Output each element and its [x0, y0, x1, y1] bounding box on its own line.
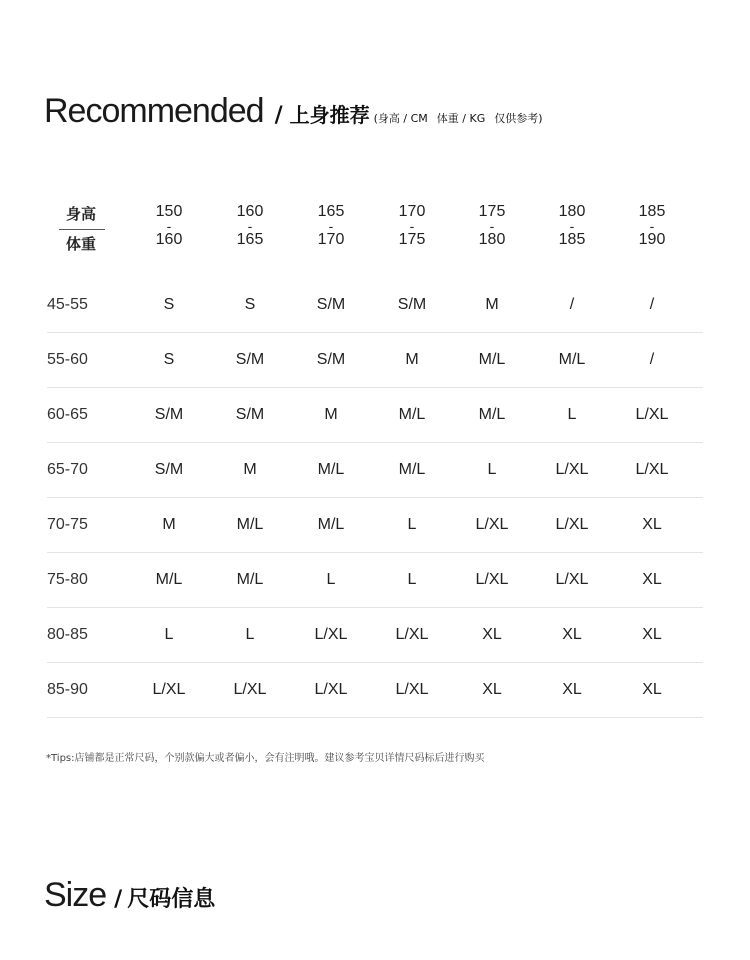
height-range-4	[457, 203, 527, 249]
height-dash: -	[247, 218, 253, 234]
size-cell: L	[164, 625, 174, 643]
height-to: 160	[155, 231, 183, 248]
table-header-row	[47, 200, 703, 274]
table-row	[47, 552, 703, 608]
title-note-close: )	[538, 112, 543, 125]
height-from: 150	[155, 203, 183, 220]
title-note-height: 身高 / CM	[377, 112, 428, 125]
height-from: 170	[398, 203, 426, 220]
size-title-separator: /	[114, 887, 123, 912]
size-cell: M/L	[398, 460, 426, 478]
size-cell: XL	[642, 680, 662, 698]
size-cell: L/XL	[314, 625, 348, 643]
weight-range-label: 60-65	[47, 405, 88, 423]
recommended-title	[44, 92, 543, 131]
size-cell: L/XL	[555, 570, 589, 588]
size-cell: M	[485, 295, 499, 313]
size-cell: L/XL	[635, 460, 669, 478]
size-cell: L/XL	[555, 515, 589, 533]
size-cell: /	[569, 295, 575, 313]
height-range-3	[377, 203, 447, 249]
size-cell: L	[407, 515, 417, 533]
size-cell: M	[243, 460, 257, 478]
height-to: 175	[398, 231, 426, 248]
size-cell: S/M	[235, 350, 265, 368]
size-cell: S/M	[154, 405, 184, 423]
height-range-5	[537, 203, 607, 249]
table-row	[47, 662, 703, 718]
size-cell: XL	[642, 515, 662, 533]
size-cell: XL	[482, 680, 502, 698]
size-cell: M	[405, 350, 419, 368]
height-dash: -	[489, 218, 495, 234]
height-range-1	[215, 203, 285, 249]
weight-range-label: 70-75	[47, 515, 88, 533]
size-cell: M	[162, 515, 176, 533]
size-cell: M/L	[317, 460, 345, 478]
height-dash: -	[409, 218, 415, 234]
size-cell: S/M	[316, 295, 346, 313]
title-note-weight: 体重 / KG	[436, 112, 486, 125]
size-cell: XL	[562, 680, 582, 698]
size-cell: XL	[482, 625, 502, 643]
size-cell: L	[326, 570, 336, 588]
size-recommendation-table	[47, 200, 703, 698]
size-cell: S/M	[154, 460, 184, 478]
size-cell: M/L	[558, 350, 586, 368]
size-cell: L	[407, 570, 417, 588]
weight-range-label: 85-90	[47, 680, 88, 698]
title-separator: /	[274, 103, 283, 128]
height-range-6	[617, 203, 687, 249]
table-row	[47, 497, 703, 553]
height-range-0	[134, 203, 204, 249]
size-cell: S/M	[397, 295, 427, 313]
size-cell: S	[163, 295, 175, 313]
title-note	[374, 110, 543, 126]
size-cell: S	[163, 350, 175, 368]
height-from: 175	[478, 203, 506, 220]
size-cell: M/L	[398, 405, 426, 423]
header-weight-label: 体重	[65, 235, 96, 253]
size-cell: L	[245, 625, 255, 643]
size-cell: XL	[642, 570, 662, 588]
weight-range-label: 80-85	[47, 625, 88, 643]
height-dash: -	[328, 218, 334, 234]
title-note-open: (	[373, 112, 378, 125]
height-to: 170	[317, 231, 345, 248]
height-to: 165	[236, 231, 264, 248]
title-chinese: 上身推荐	[289, 103, 370, 127]
size-cell: S/M	[316, 350, 346, 368]
table-row	[47, 332, 703, 388]
height-from: 160	[236, 203, 264, 220]
size-cell: L/XL	[635, 405, 669, 423]
title-english: Recommended	[44, 92, 264, 130]
height-from: 165	[317, 203, 345, 220]
size-cell: M/L	[236, 515, 264, 533]
height-from: 180	[558, 203, 586, 220]
size-cell: S	[244, 295, 256, 313]
height-from: 185	[638, 203, 666, 220]
size-section-title	[44, 876, 215, 915]
weight-range-label: 55-60	[47, 350, 88, 368]
header-height-label: 身高	[65, 205, 96, 223]
weight-range-label: 45-55	[47, 295, 88, 313]
size-cell: S/M	[235, 405, 265, 423]
size-cell: M/L	[478, 405, 506, 423]
size-cell: M	[324, 405, 338, 423]
size-cell: L/XL	[475, 570, 509, 588]
header-divider	[59, 229, 105, 230]
table-row	[47, 387, 703, 443]
table-row	[47, 277, 703, 333]
size-cell: L/XL	[395, 625, 429, 643]
size-cell: M/L	[317, 515, 345, 533]
size-cell: XL	[562, 625, 582, 643]
height-to: 180	[478, 231, 506, 248]
size-cell: L/XL	[475, 515, 509, 533]
height-range-2	[296, 203, 366, 249]
title-note-ref: 仅供参考	[494, 112, 539, 125]
size-cell: L/XL	[395, 680, 429, 698]
table-row	[47, 607, 703, 663]
size-cell: L/XL	[152, 680, 186, 698]
size-cell: L	[487, 460, 497, 478]
height-dash: -	[569, 218, 575, 234]
size-cell: M/L	[236, 570, 264, 588]
size-cell: M/L	[155, 570, 183, 588]
size-cell: L/XL	[314, 680, 348, 698]
table-row	[47, 442, 703, 498]
height-dash: -	[166, 218, 172, 234]
weight-range-label: 65-70	[47, 460, 88, 478]
height-dash: -	[649, 218, 655, 234]
size-title-chinese: 尺码信息	[127, 887, 216, 912]
height-to: 190	[638, 231, 666, 248]
size-cell: M/L	[478, 350, 506, 368]
size-cell: L/XL	[555, 460, 589, 478]
size-cell: XL	[642, 625, 662, 643]
size-cell: L	[567, 405, 577, 423]
size-cell: L/XL	[233, 680, 267, 698]
tips-text: *Tips:店铺都是正常尺码，个别款偏大或者偏小，会有注明哦。建议参考宝贝详情尺码标后进行购买	[46, 753, 485, 764]
size-title-english: Size	[44, 876, 107, 914]
weight-range-label: 75-80	[47, 570, 88, 588]
height-to: 185	[558, 231, 586, 248]
size-cell: /	[649, 295, 655, 313]
size-cell: /	[649, 350, 655, 368]
